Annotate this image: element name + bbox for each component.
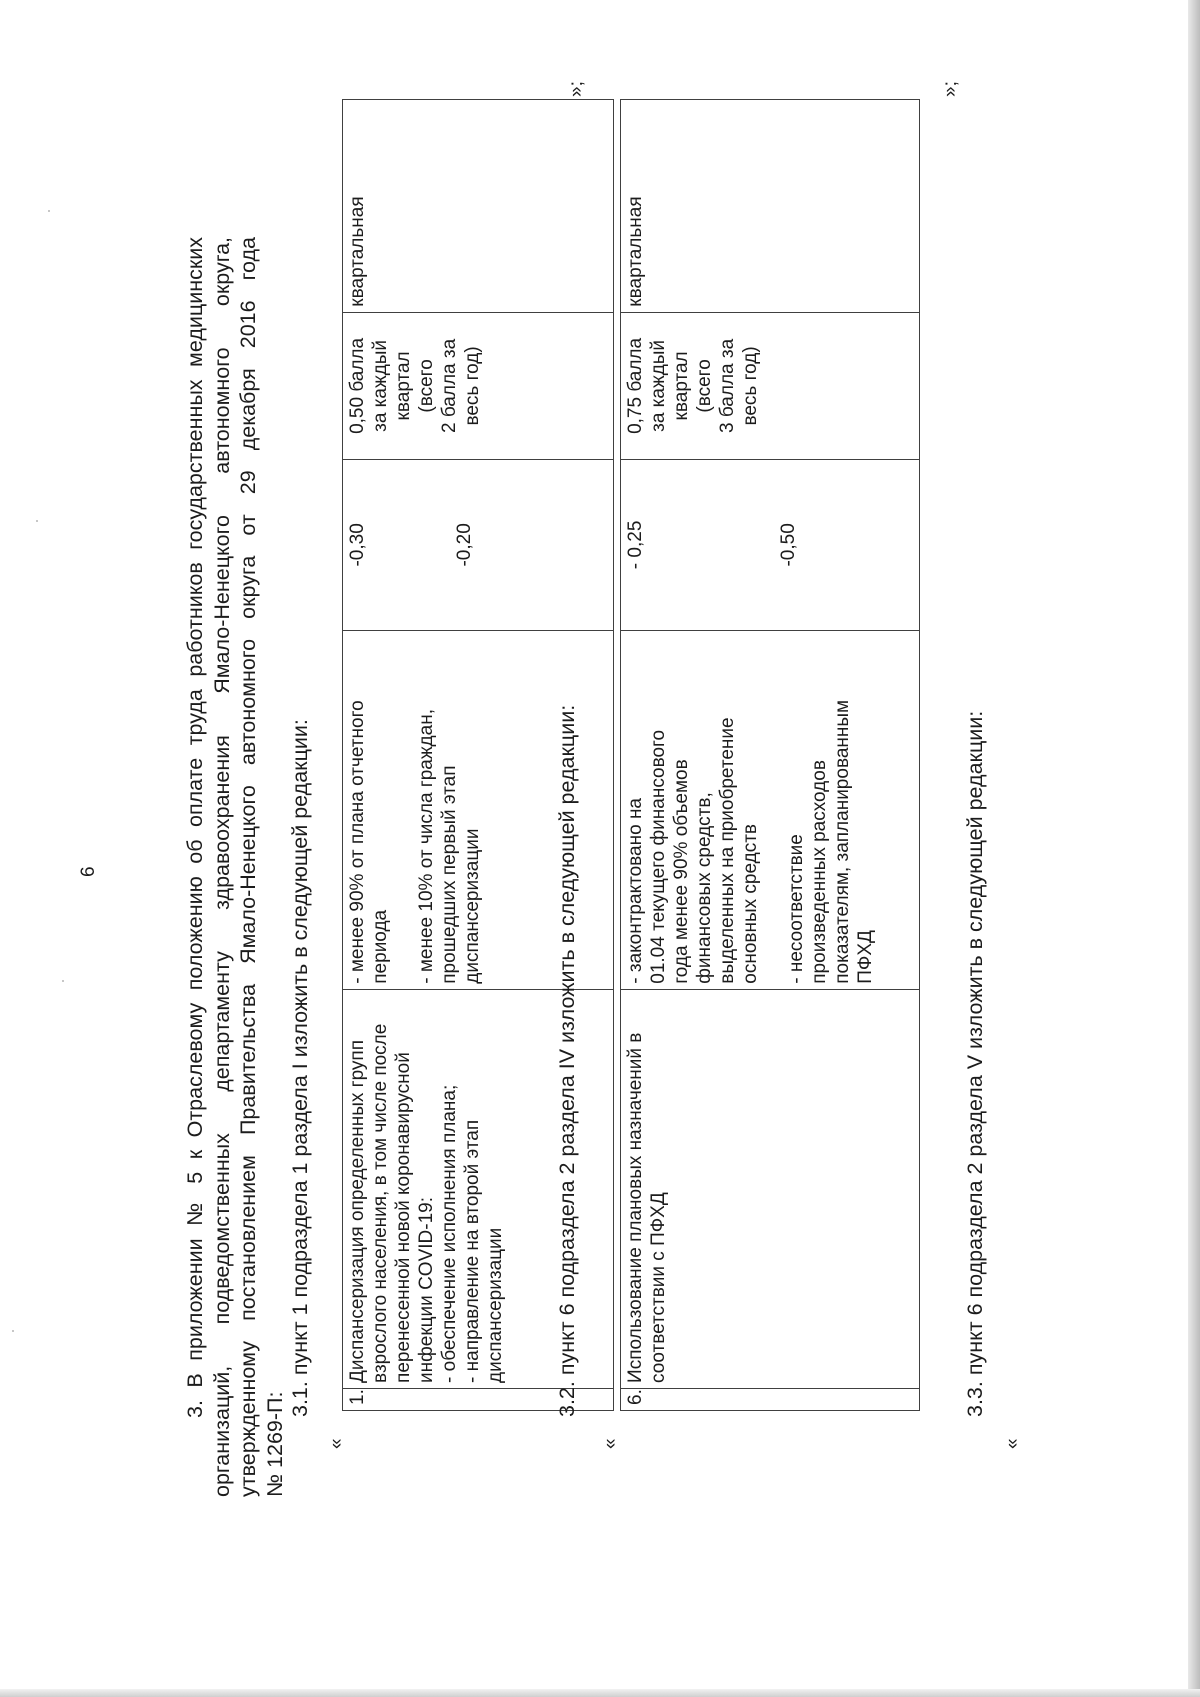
subsection-3-1: 3.1. пункт 1 подраздела 1 раздела I изложить в следующей редакции: [288, 719, 312, 1417]
condition-line: периода [370, 909, 391, 984]
table-row [621, 100, 920, 1411]
condition-line: диспансеризации [462, 828, 483, 984]
condition-line: года менее 90% объемов [671, 759, 692, 984]
max-points-line: 2 балла за [439, 338, 460, 433]
open-quote: « [1002, 1438, 1023, 1449]
open-quote: « [600, 1438, 621, 1449]
condition-line: финансовых средств, [694, 792, 715, 984]
condition-line: - законтрактовано на [625, 798, 646, 984]
criterion-line: инфекции COVID-19: [416, 1197, 437, 1383]
period-text: квартальная [625, 196, 646, 307]
max-points-line: за каждый [370, 339, 391, 432]
intro-line: 3. В приложении № 5 к Отраслевому положению об оплате труда работников государственных медицинских [183, 237, 207, 1418]
points-cell [621, 460, 920, 631]
subsection-3-3: 3.3. пункт 6 подраздела 2 раздела V изложить в следующей редакции: [963, 710, 987, 1417]
criterion-line: взрослого населения, в том числе после [370, 1023, 391, 1383]
criterion-cell [621, 989, 920, 1388]
criterion-line: диспансеризации [485, 1227, 506, 1383]
intro-line: № 1269-П: [262, 1391, 287, 1497]
subsection-3-2: 3.2. пункт 6 подраздела 2 раздела IV изложить в следующей редакции: [555, 704, 579, 1417]
condition-line: - менее 90% от плана отчетного [347, 700, 368, 984]
max-points-line: 3 балла за [717, 338, 738, 433]
row-number [621, 1388, 920, 1410]
max-points-line: весь год) [740, 346, 761, 426]
period-text: квартальная [347, 196, 368, 307]
criterion-line: соответствии с ПФХД [648, 1192, 669, 1383]
max-points-line: весь год) [462, 346, 483, 426]
condition-line: выделенных на приобретение [717, 717, 738, 984]
points-cell [343, 460, 614, 631]
points-value: -0,20 [454, 523, 475, 567]
points-value: - 0,25 [625, 520, 646, 570]
intro-line: утвержденному постановлением Правительства Ямало-Ненецкого автономного округа от 29 декабря 2016 года [236, 237, 260, 1497]
criterion-line: Диспансеризация определенных групп [347, 1039, 368, 1383]
condition-cell [621, 630, 920, 989]
max-points-line: квартал [393, 351, 414, 421]
condition-line: прошедших первый этап [439, 765, 460, 984]
max-points-line: (всего [416, 359, 437, 413]
max-points-line: 0,50 балла [347, 337, 368, 434]
criterion-line: - обеспечение исполнения плана; [439, 1084, 460, 1383]
points-value: -0,30 [347, 523, 368, 567]
max-points-line: (всего [694, 359, 715, 413]
max-points-line: 0,75 балла [625, 337, 646, 434]
criterion-line: - направление на второй этап [462, 1119, 483, 1383]
close-quote: »; [566, 81, 587, 97]
condition-line: произведенных расходов [809, 760, 830, 984]
points-value: -0,50 [778, 523, 799, 567]
max-points-cell [343, 312, 614, 459]
period-cell [343, 100, 614, 313]
period-cell [621, 100, 920, 313]
intro-line: организаций, подведомственных департаменту здравоохранения Ямало-Ненецкого автономного округа, [209, 237, 234, 1497]
open-quote: « [326, 1438, 347, 1449]
table-section-4 [620, 99, 920, 1411]
criterion-line: Использование плановых назначений в [625, 1032, 646, 1383]
row-number-text: 1. [347, 1389, 368, 1405]
max-points-line: за каждый [648, 339, 669, 432]
page-number: 6 [78, 866, 99, 877]
max-points-line: квартал [671, 351, 692, 421]
condition-line: основных средств [740, 823, 761, 984]
condition-line: - менее 10% от числа граждан, [416, 709, 437, 984]
condition-line: показателям, запланированным [832, 699, 853, 984]
condition-line: 01.04 текущего финансового [648, 729, 669, 984]
intro-paragraph [182, 237, 288, 1497]
row-number-text: 6. [625, 1389, 646, 1405]
max-points-cell [621, 312, 920, 459]
condition-line: ПФХД [855, 930, 876, 984]
close-quote: »; [940, 81, 961, 97]
condition-line: - несоответствие [786, 834, 807, 984]
criterion-line: перенесенной новой коронавирусной [393, 1052, 414, 1383]
